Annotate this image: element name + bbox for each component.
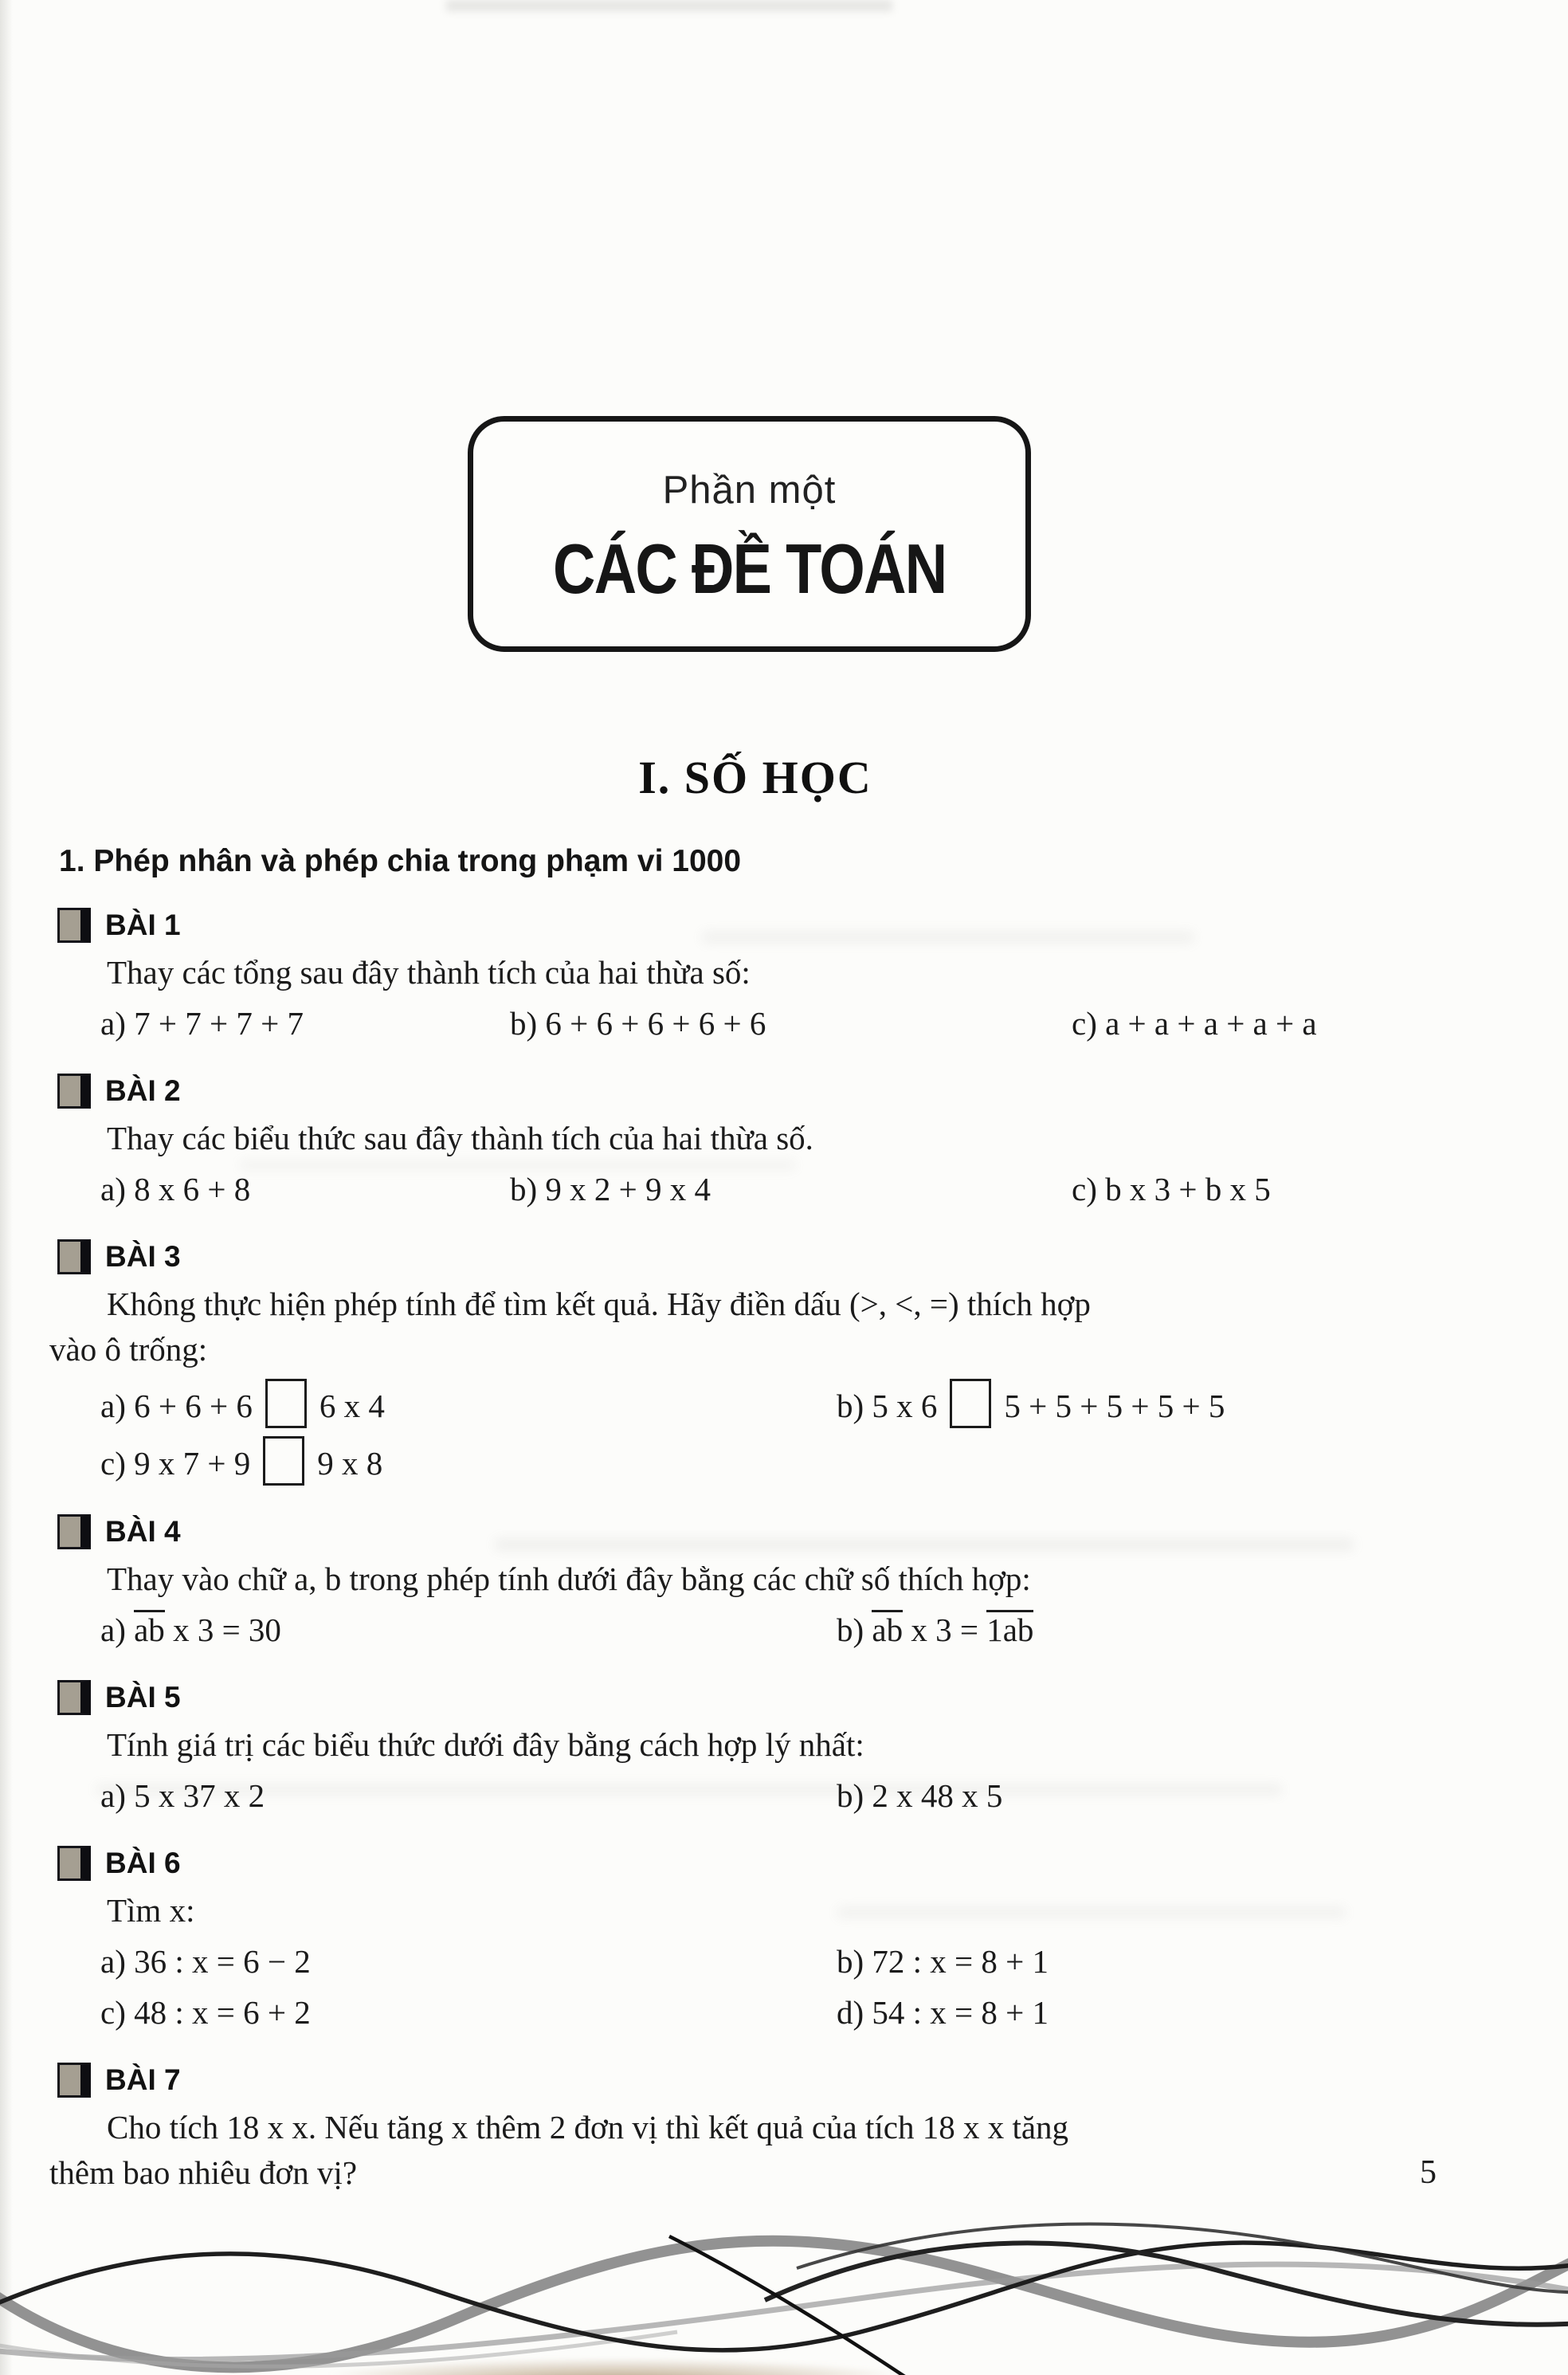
scan-smudge bbox=[446, 0, 892, 11]
exercise-item bbox=[510, 1002, 1072, 1045]
item-text: a) 8 x 6 + 8 bbox=[100, 1171, 251, 1208]
exercise bbox=[49, 906, 1461, 1045]
item-text: b) bbox=[837, 1611, 872, 1648]
page-number: 5 bbox=[1420, 2154, 1437, 2191]
exercise-header bbox=[49, 1072, 1461, 1110]
exercise-item bbox=[100, 1168, 510, 1211]
exercise-label: BÀI 6 bbox=[105, 1847, 181, 1880]
exercise bbox=[49, 1678, 1461, 1817]
exercise-item bbox=[837, 1608, 1033, 1651]
exercise-items-row bbox=[49, 1991, 1461, 2034]
exercise-label: BÀI 4 bbox=[105, 1514, 181, 1548]
item-text: x 3 = bbox=[903, 1611, 987, 1648]
subsection-title: 1. Phép nhân và phép chia trong phạm vi 1000 bbox=[59, 844, 742, 878]
part-title-box bbox=[468, 416, 1031, 652]
exercise-item bbox=[100, 1991, 837, 2034]
part-kicker: Phần một bbox=[662, 469, 837, 512]
exercise-item bbox=[1072, 1002, 1317, 1045]
exercise-label: BÀI 1 bbox=[105, 909, 181, 941]
exercise-item bbox=[100, 1774, 837, 1817]
exercise-header bbox=[49, 1678, 1461, 1717]
item-text: x 3 = 30 bbox=[164, 1611, 281, 1648]
exercise-header bbox=[49, 1513, 1461, 1551]
exercise bbox=[49, 1844, 1461, 2034]
item-text: b) 9 x 2 + 9 x 4 bbox=[510, 1171, 711, 1208]
item-text: a) 5 x 37 x 2 bbox=[100, 1776, 265, 1814]
exercise-bullet-icon bbox=[57, 1846, 91, 1881]
exercise-items-row bbox=[49, 1002, 1461, 1045]
item-text: b) 72 : x = 8 + 1 bbox=[837, 1943, 1049, 1980]
exercise-item bbox=[100, 1608, 837, 1651]
answer-box bbox=[950, 1379, 991, 1428]
exercise-item bbox=[1072, 1168, 1271, 1211]
exercise bbox=[49, 1513, 1461, 1651]
exercise-label: BÀI 7 bbox=[105, 2063, 181, 2097]
answer-box bbox=[263, 1436, 304, 1486]
overlined-number: ab bbox=[134, 1611, 165, 1648]
exercise-list bbox=[49, 906, 1461, 2194]
item-text: a) 7 + 7 + 7 + 7 bbox=[100, 1005, 304, 1042]
exercise-bullet-icon bbox=[57, 2063, 91, 2098]
exercise-items-row bbox=[49, 1774, 1461, 1817]
page-content bbox=[49, 751, 1461, 2194]
exercise-header bbox=[49, 1238, 1461, 1276]
exercise-items-row bbox=[49, 1379, 1461, 1428]
item-text: 6 x 4 bbox=[319, 1387, 385, 1424]
exercise-header bbox=[49, 2061, 1461, 2099]
exercise-text: Thay các tổng sau đây thành tích của hai thừa số: bbox=[107, 954, 751, 991]
item-text: c) 9 x 7 + 9 bbox=[100, 1444, 251, 1482]
item-text: a) 6 + 6 + 6 bbox=[100, 1387, 253, 1424]
exercise-label: BÀI 5 bbox=[105, 1680, 181, 1714]
exercise-text: vào ô trống: bbox=[49, 1330, 208, 1368]
decorative-waves bbox=[0, 2220, 1568, 2375]
item-text: b) 2 x 48 x 5 bbox=[837, 1776, 1003, 1814]
item-text: c) b x 3 + b x 5 bbox=[1072, 1171, 1271, 1208]
exercise-item bbox=[100, 1436, 837, 1486]
exercise-item bbox=[100, 1379, 837, 1428]
exercise-bullet-icon bbox=[57, 1514, 91, 1549]
exercise-bullet-icon bbox=[57, 1680, 91, 1715]
exercise-header bbox=[49, 906, 1461, 944]
exercise-item bbox=[837, 1774, 1002, 1817]
exercise-text: Không thực hiện phép tính để tìm kết quả. Hãy điền dấu (>, <, =) thích hợp bbox=[107, 1286, 1091, 1323]
exercise-item bbox=[510, 1168, 1072, 1211]
exercise-text: Thay các biểu thức sau đây thành tích của hai thừa số. bbox=[107, 1120, 813, 1157]
page-bottom-edge bbox=[303, 2357, 924, 2375]
exercise-header bbox=[49, 1844, 1461, 1882]
item-text: 9 x 8 bbox=[317, 1444, 383, 1482]
exercise-label: BÀI 3 bbox=[105, 1240, 181, 1274]
exercise-items-row bbox=[49, 1940, 1461, 1983]
exercise-bullet-icon bbox=[57, 1074, 91, 1109]
item-text: a) bbox=[100, 1611, 135, 1648]
exercise-item bbox=[837, 1940, 1049, 1983]
exercise-item bbox=[837, 1379, 1225, 1428]
answer-box bbox=[265, 1379, 307, 1428]
exercise-text: Tìm x: bbox=[107, 1892, 195, 1929]
exercise-item bbox=[100, 1940, 837, 1983]
exercise bbox=[49, 2061, 1461, 2193]
exercise-bullet-icon bbox=[57, 908, 91, 943]
item-text: b) 6 + 6 + 6 + 6 + 6 bbox=[510, 1005, 766, 1042]
exercise-text: Thay vào chữ a, b trong phép tính dưới đây bằng các chữ số thích hợp: bbox=[107, 1560, 1031, 1597]
item-text: a) 36 : x = 6 − 2 bbox=[100, 1943, 311, 1980]
exercise-bullet-icon bbox=[57, 1239, 91, 1274]
section-title: I. SỐ HỌC bbox=[638, 752, 872, 803]
exercise-items-row bbox=[49, 1168, 1461, 1211]
exercise-items-row bbox=[49, 1608, 1461, 1651]
exercise-label: BÀI 2 bbox=[105, 1074, 181, 1108]
exercise-text: thêm bao nhiêu đơn vị? bbox=[49, 2153, 358, 2191]
overlined-number: 1ab bbox=[986, 1611, 1034, 1648]
item-text: 5 + 5 + 5 + 5 + 5 bbox=[1004, 1387, 1225, 1424]
exercise-item bbox=[100, 1002, 510, 1045]
item-text: c) 48 : x = 6 + 2 bbox=[100, 1994, 311, 2032]
part-title: CÁC ĐỀ TOÁN bbox=[552, 529, 947, 608]
exercise bbox=[49, 1072, 1461, 1211]
overlined-number: ab bbox=[872, 1611, 904, 1648]
item-text: c) a + a + a + a + a bbox=[1072, 1005, 1317, 1042]
exercise-items-row bbox=[49, 1436, 1461, 1486]
item-text: b) 5 x 6 bbox=[837, 1387, 938, 1424]
exercise-item bbox=[837, 1991, 1049, 2034]
exercise-text: Cho tích 18 x x. Nếu tăng x thêm 2 đơn vị thì kết quả của tích 18 x x tăng bbox=[107, 2109, 1069, 2146]
exercise bbox=[49, 1238, 1461, 1485]
exercise-text: Tính giá trị các biểu thức dưới đây bằng cách hợp lý nhất: bbox=[107, 1725, 864, 1763]
scan-edge bbox=[0, 0, 13, 2375]
item-text: d) 54 : x = 8 + 1 bbox=[837, 1994, 1049, 2032]
